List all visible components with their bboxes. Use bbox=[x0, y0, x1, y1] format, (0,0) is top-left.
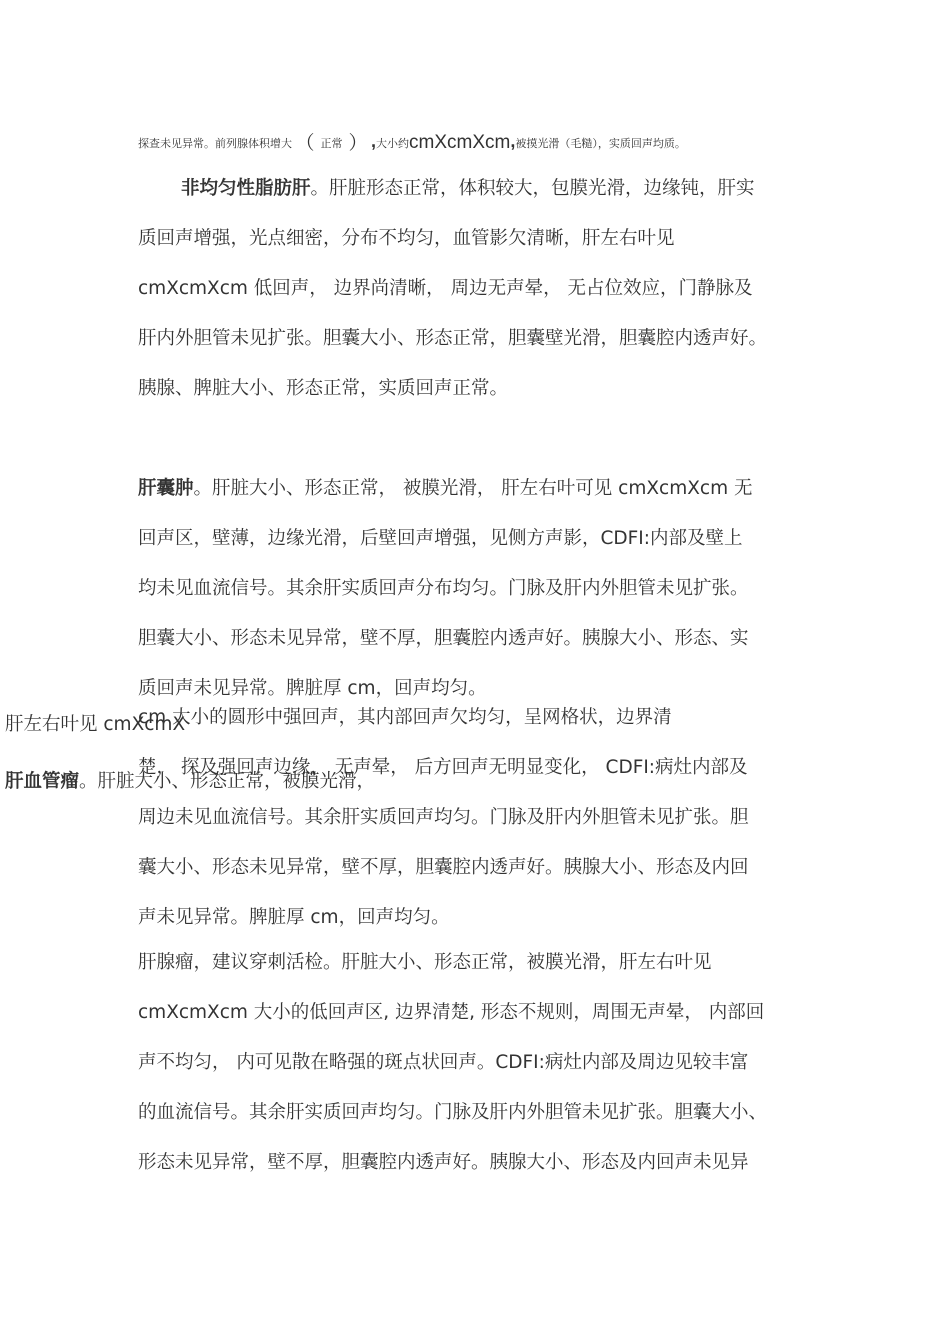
stray-fragment-line: 肝左右叶见 cmXcmX bbox=[5, 714, 186, 735]
liver-cyst-paragraph bbox=[138, 464, 838, 714]
paragraph-line: 胰腺、脾脏大小、形态正常，实质回声正常。 bbox=[138, 378, 509, 399]
paragraph-line: 均未见血流信号。其余肝实质回声分布均匀。门脉及肝内外胆管未见扩张。 bbox=[138, 578, 749, 599]
paragraph-line: 声不均匀， 内可见散在略强的斑点状回声。CDFI:病灶内部及周边见较丰富 bbox=[138, 1052, 749, 1073]
stray-fragment-title-line: 肝血管瘤。肝脏大小、形态正常，被膜光滑， bbox=[5, 771, 376, 792]
adenoma-paragraph bbox=[138, 938, 838, 1188]
paragraph-line: 声未见异常。脾脏厚 cm，回声均匀。 bbox=[138, 907, 450, 928]
paragraph-line: 回声区，壁薄，边缘光滑，后壁回声增强，见侧方声影，CDFI:内部及壁上 bbox=[138, 528, 743, 549]
section-title: 肝囊肿 bbox=[138, 478, 194, 499]
paragraph-line: 肝囊肿。肝脏大小、形态正常， 被膜光滑， 肝左右叶可见 cmXcmXcm 无 bbox=[138, 478, 753, 499]
header-text-1: 探查未见异常。前列腺体积增大 bbox=[138, 137, 292, 150]
paragraph-line: 形态未见异常，壁不厚，胆囊腔内透声好。胰腺大小、形态及内回声未见异 bbox=[138, 1152, 749, 1173]
paragraph-line: 周边未见血流信号。其余肝实质回声均匀。门脉及肝内外胆管未见扩张。胆 bbox=[138, 807, 749, 828]
paragraph-line: cm 大小的圆形中强回声，其内部回声欠均匀，呈网格状，边界清 bbox=[138, 707, 672, 728]
paragraph-line: 肝内外胆管未见扩张。胆囊大小、形态正常，胆囊壁光滑，胆囊腔内透声好。 bbox=[138, 328, 768, 349]
paragraph-line: 肝腺瘤，建议穿刺活检。肝脏大小、形态正常，被膜光滑，肝左右叶见 bbox=[138, 952, 712, 973]
section-title: 肝血管瘤 bbox=[5, 771, 80, 792]
header-text-2: 大小约 bbox=[376, 137, 410, 150]
paragraph-line: 胆囊大小、形态未见异常，壁不厚，胆囊腔内透声好。胰腺大小、形态、实 bbox=[138, 628, 749, 649]
header-text-3: 被摸光滑（毛糙），实质回声均质。 bbox=[515, 137, 686, 150]
fatty-liver-paragraph bbox=[138, 164, 838, 414]
paren-word: 正常 bbox=[320, 137, 343, 150]
paragraph-line: 的血流信号。其余肝实质回声均匀。门脉及肝内外胆管未见扩张。胆囊大小、 bbox=[138, 1102, 768, 1123]
paragraph-line: 质回声未见异常。脾脏厚 cm，回声均匀。 bbox=[138, 678, 487, 699]
paragraph-line: 楚， 探及强回声边缘， 无声晕， 后方回声无明显变化， CDFI:病灶内部及 bbox=[138, 757, 748, 778]
hemangioma-paragraph bbox=[138, 693, 838, 943]
comma-2: , bbox=[510, 131, 516, 151]
section-title: 非均匀性脂肪肝 bbox=[181, 178, 311, 199]
paragraph-line: cmXcmXcm 大小的低回声区, 边界清楚, 形态不规则，周围无声晕， 内部回 bbox=[138, 1002, 765, 1023]
size-value: cmXcmXcm bbox=[409, 132, 511, 153]
comma-1: , bbox=[371, 131, 377, 151]
header-findings-line bbox=[138, 128, 898, 157]
paren-open: （ bbox=[295, 132, 315, 154]
paragraph-line: cmXcmXcm 低回声， 边界尚清晰， 周边无声晕， 无占位效应，门静脉及 bbox=[138, 278, 753, 299]
paren-close: ） bbox=[348, 132, 368, 154]
paragraph-line: 非均匀性脂肪肝。肝脏形态正常，体积较大，包膜光滑，边缘钝，肝实 bbox=[181, 178, 755, 199]
paragraph-line: 质回声增强，光点细密，分布不均匀，血管影欠清晰，肝左右叶见 bbox=[138, 228, 675, 249]
paragraph-line: 囊大小、形态未见异常，壁不厚，胆囊腔内透声好。胰腺大小、形态及内回 bbox=[138, 857, 749, 878]
